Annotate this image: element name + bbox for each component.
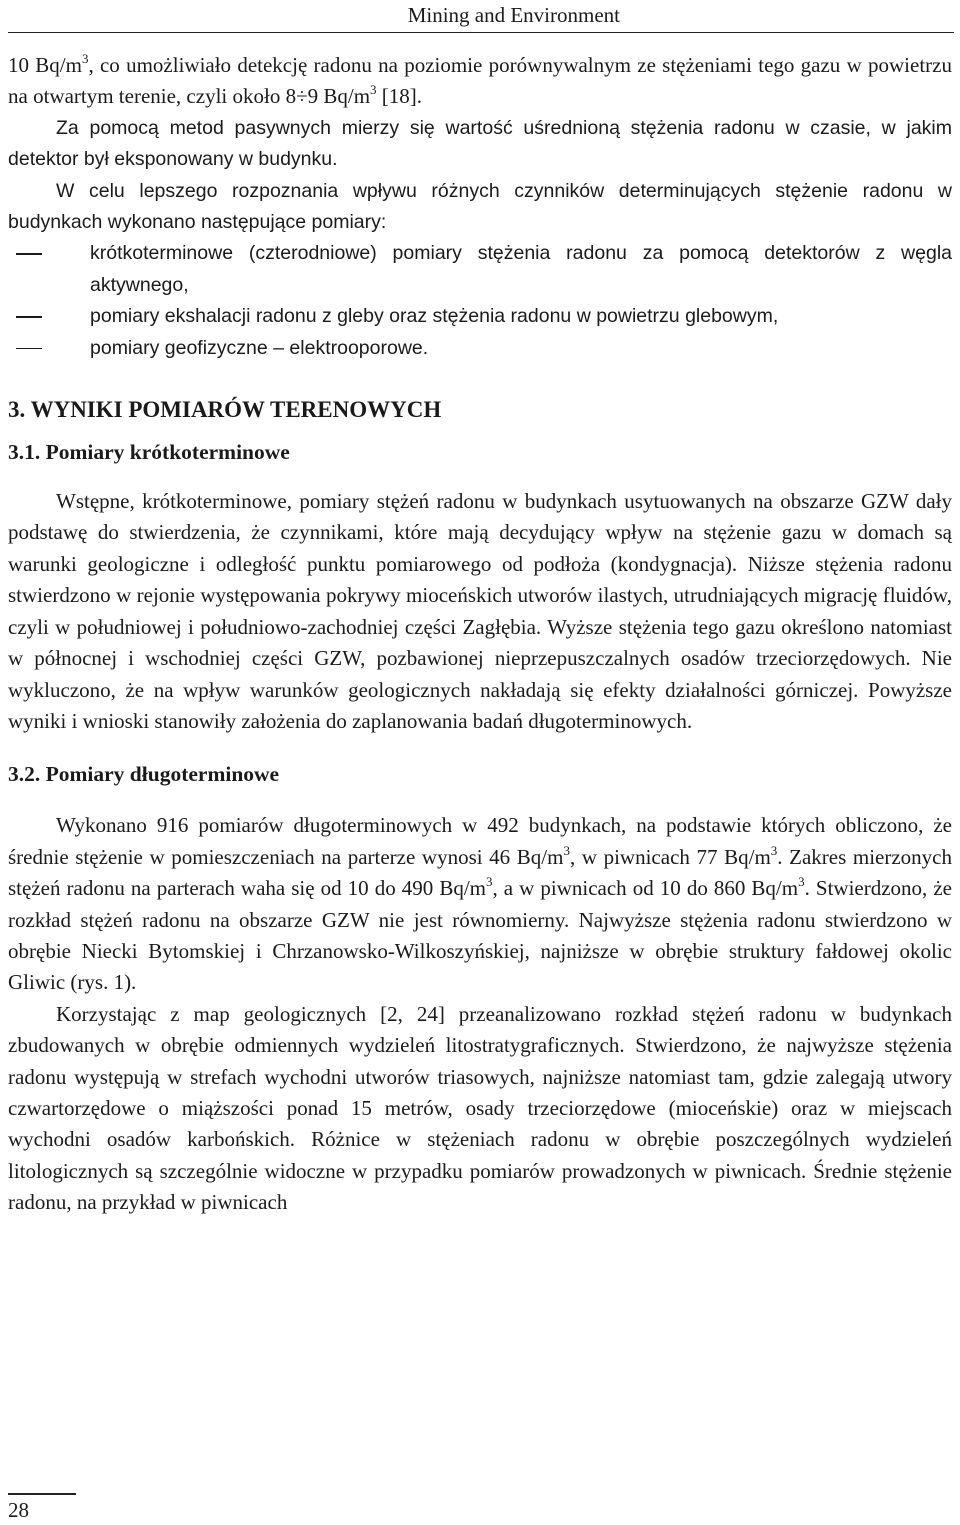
text-run: . Zakres mierzonych stężeń radonu na parterach waha się od 10 do 490 Bq/m: [8, 844, 952, 901]
list-item: [8, 238, 952, 301]
superscript: 3: [81, 51, 89, 66]
list-item-text: pomiary ekshalacji radonu z gleby oraz stężenia radonu w powietrzu glebowym,: [90, 305, 779, 328]
intro-paragraph-1: [8, 50, 952, 113]
superscript: 3: [370, 82, 377, 98]
subsection-heading-3-2: 3.2. Pomiary długoterminowe: [8, 762, 280, 787]
dash-bullet-icon: [16, 348, 42, 350]
text-run: Wykonano 916 pomiarów długoterminowych w 492 budynkach, na podstawie których obliczono, że średnie stężenie w pomieszczeniach na parterze wynosi 46 Bq/m: [8, 813, 952, 869]
dash-bullet-icon: [16, 253, 42, 255]
list-item: [8, 301, 952, 332]
subsection-3-2-paragraph-1: [8, 810, 952, 998]
superscript: 3: [486, 874, 493, 890]
text-run: , co umożliwiało detekcję radonu na poziomie porównywalnym ze stężeniami tego gazu w powietrzu na otwartym terenie, czyli około 8÷9 Bq/m: [8, 53, 952, 109]
text-run: [18].: [376, 84, 423, 109]
subsection-3-1-paragraph: Wstępne, krótkoterminowe, pomiary stężeń radonu w budynkach usytuowanych na obszarze GZW dały podstawę do stwierdzenia, że czynnikami, które mają decydujący wpływ na stężenie gazu w domach są warunki geologiczne i odległość punktu pomiarowego od podłoża (kondygnacja). Niższe stężenia radonu stwierdzono w rejonie występowania pokrywy mioceńskich utworów ilastych, utrudniających migrację fluidów, czyli w południowej i południowo-zachodniej części Zagłębia. Wyższe stężenia tego gazu określono natomiast w północnej i wschodniej części GZW, pozbawionej nieprzepuszczalnych osadów trzeciorzędowych. Nie wykluczono, że na wpływ warunków geologicznych nakładają się efekty działalności górniczej. Powyższe wyniki i wnioski stanowiły założenia do zaplanowania badań długoterminowych.: [8, 489, 952, 733]
subsection-heading-3-1: 3.1. Pomiary krótkoterminowe: [8, 440, 290, 465]
superscript: 3: [563, 842, 570, 858]
section-heading: 3. WYNIKI POMIARÓW TERENOWYCH: [8, 397, 442, 423]
intro-paragraph-3: W celu lepszego rozpoznania wpływu różnych czynników determinujących stężenie radonu w budynkach wykonano następujące pomiary:: [8, 179, 952, 234]
running-header: [8, 0, 954, 33]
list-item: [8, 333, 952, 364]
page-number: 28: [8, 1498, 29, 1522]
journal-title: Mining and Environment: [407, 3, 620, 27]
text-run: , a w piwnicach od 10 do 860 Bq/m: [492, 876, 799, 901]
superscript: 3: [770, 842, 778, 858]
footer-rule: [8, 1493, 76, 1495]
list-item-text: krótkoterminowe (czterodniowe) pomiary stężenia radonu za pomocą detektorów z węgla aktywnego,: [90, 242, 952, 296]
subsection-3-2-paragraph-2: Korzystając z map geologicznych [2, 24] przeanalizowano rozkład stężeń radonu w budynkach zbudowanych w obrębie odmiennych wydzieleń litostratygraficznych. Stwierdzono, że najwyższe stężenia radonu występują w strefach wychodni utworów triasowych, najniższe natomiast tam, gdzie zalegają utwory czwartorzędowe o miąższości ponad 15 metrów, osady trzeciorzędowe (mioceńskie) oraz w miejscach wychodni osadów karbońskich. Różnice w stężeniach radonu w obrębie poszczególnych wydzieleń litologicznych są szczególnie widoczne w przypadku pomiarów prowadzonych w piwnicach. Średnie stężenie radonu, na przykład w piwnicach: [8, 1001, 952, 1215]
measurement-list: [8, 238, 952, 364]
text-run: , w piwnicach 77 Bq/m: [569, 844, 771, 869]
superscript: 3: [798, 874, 805, 890]
dash-bullet-icon: [16, 316, 42, 318]
text-run: 10 Bq/m: [8, 53, 82, 77]
text-run: . Stwierdzono, że rozkład stężeń radonu na obszarze GZW nie jest równomierny. Najwyższe stężenia radonu stwierdzono w obrębie Niecki Bytomskiej i Chrzanowsko-Wilkoszyńskiej, najniższe w obrębie struktury fałdowej okolic Gliwic (rys. 1).: [8, 876, 952, 995]
intro-paragraph-2: Za pomocą metod pasywnych mierzy się wartość uśrednioną stężenia radonu w czasie, w jakim detektor był eksponowany w budynku.: [8, 116, 952, 171]
list-item-text: pomiary geofizyczne – elektrooporowe.: [90, 336, 429, 359]
page-body: [8, 50, 952, 1219]
